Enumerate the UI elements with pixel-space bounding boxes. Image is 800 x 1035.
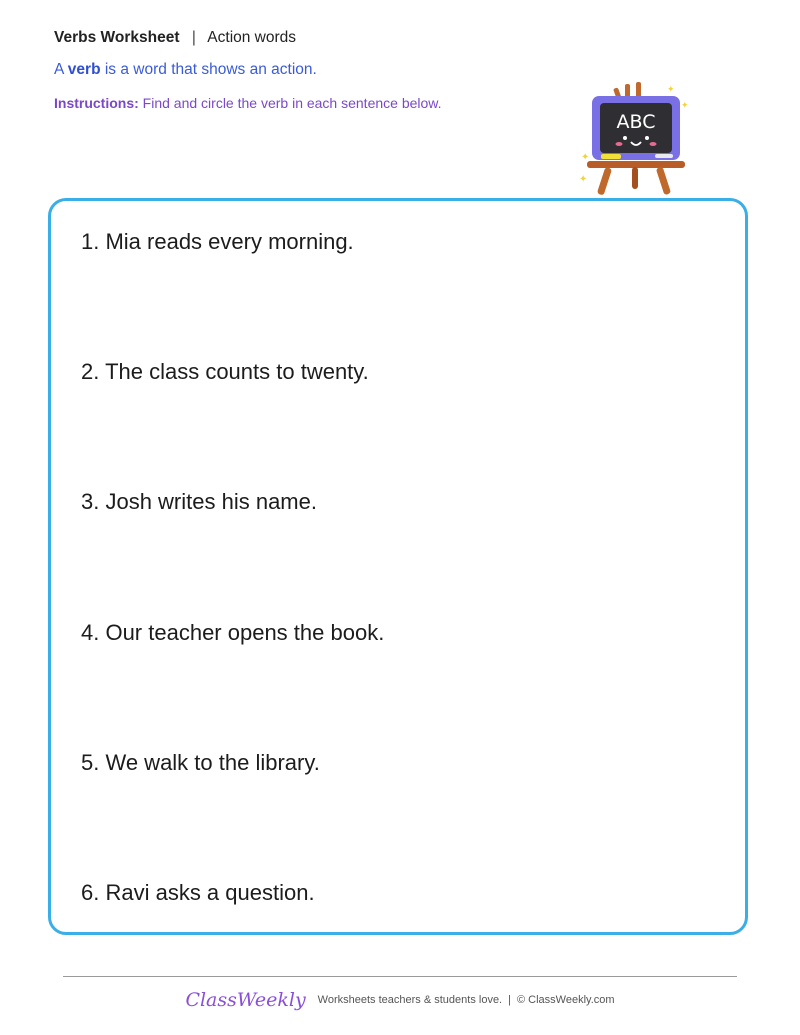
chalkboard-easel-icon	[575, 78, 693, 196]
worksheet-subtitle: Action words	[207, 29, 297, 46]
footer-divider	[63, 976, 737, 977]
verb-definition	[54, 60, 317, 80]
sentence-item[interactable]: 6. Ravi asks a question.	[81, 880, 315, 905]
worksheet-header	[54, 28, 296, 48]
sentences-box	[48, 198, 748, 935]
definition-prefix: A	[54, 61, 64, 78]
svg-text:✦: ✦	[579, 174, 588, 185]
svg-text:✦: ✦	[667, 84, 675, 94]
svg-text:✦: ✦	[581, 152, 590, 163]
brand-logo: ClassWeekly	[185, 989, 306, 1011]
svg-text:✦: ✦	[681, 100, 689, 110]
definition-text: is a word that shows an action.	[104, 61, 317, 78]
worksheet-title: Verbs Worksheet	[54, 29, 180, 46]
definition-term: verb	[67, 61, 101, 78]
footer-separator: |	[508, 994, 511, 1006]
sentence-item[interactable]: 1. Mia reads every morning.	[81, 229, 354, 254]
instructions	[54, 94, 442, 112]
sentence-item[interactable]: 5. We walk to the library.	[81, 750, 320, 775]
footer-tagline: Worksheets teachers & students love.	[317, 994, 503, 1006]
instructions-label: Instructions:	[54, 95, 139, 111]
sentence-item[interactable]: 4. Our teacher opens the book.	[81, 620, 385, 645]
instructions-text: Find and circle the verb in each sentence below.	[142, 95, 442, 111]
footer	[0, 985, 800, 1015]
sentence-item[interactable]: 3. Josh writes his name.	[81, 489, 317, 514]
footer-copyright: © ClassWeekly.com	[516, 994, 615, 1006]
sentence-item[interactable]: 2. The class counts to twenty.	[81, 359, 369, 384]
board-text: ABC	[616, 111, 656, 133]
header-separator: |	[191, 29, 196, 46]
